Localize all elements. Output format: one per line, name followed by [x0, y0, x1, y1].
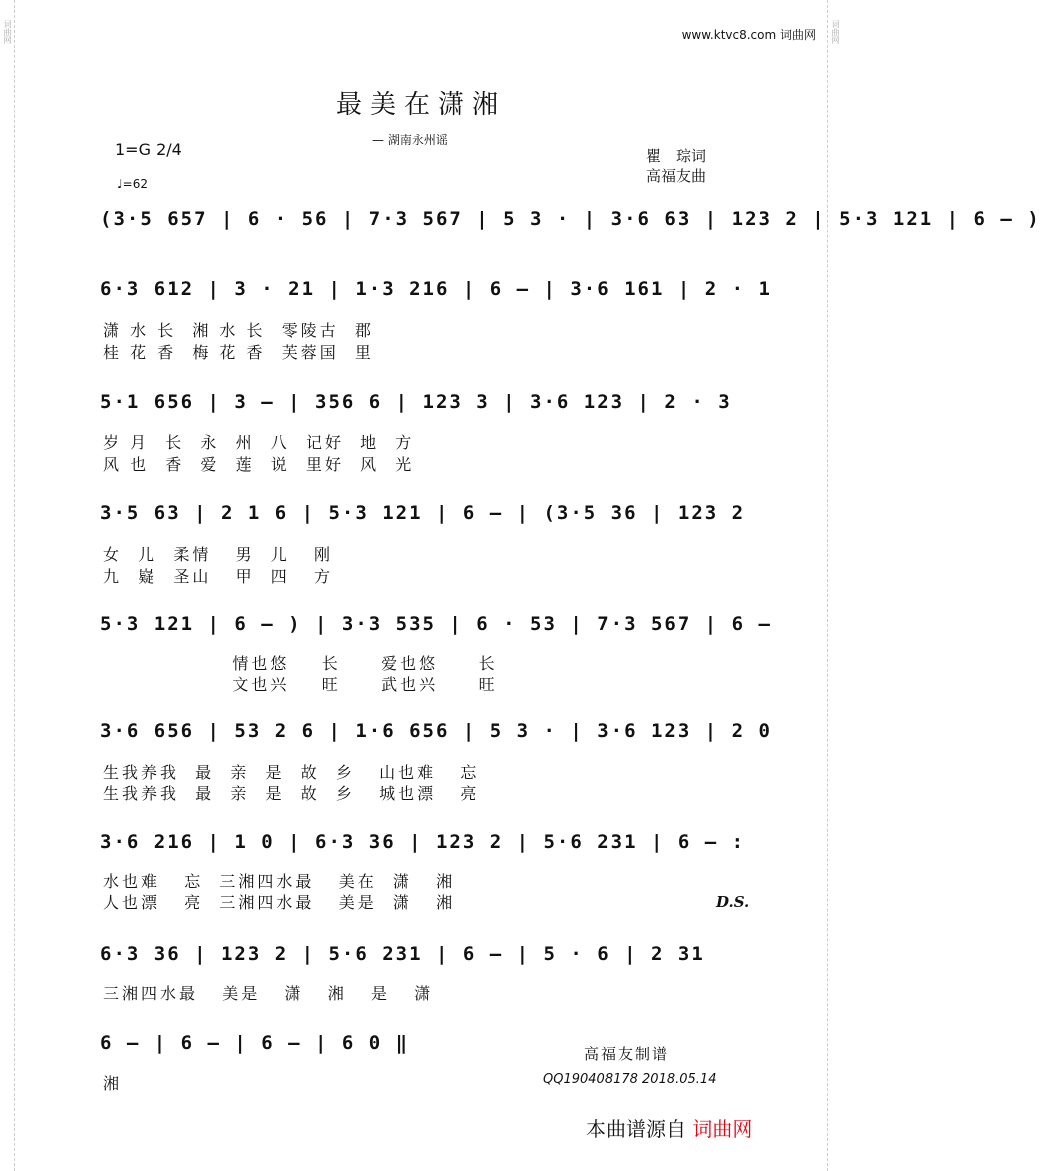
- watermark-left: 词曲网: [3, 20, 12, 44]
- score-row-8: [100, 933, 740, 983]
- tempo-mark: ♩=62: [117, 177, 148, 191]
- score-row-1: [100, 198, 1041, 248]
- score-row-6: [100, 710, 772, 760]
- score-row-2: [100, 268, 772, 318]
- site-url[interactable]: www.ktvc8.com 词曲网: [681, 28, 816, 42]
- lyrics-row-2-verse-1: 潇 水 长 湘 水 长 零陵古 郡: [103, 321, 374, 340]
- lyrics-row-4-verse-2: 九 嶷 圣山 甲 四 方: [103, 567, 334, 586]
- composer: 高福友曲: [646, 167, 707, 185]
- notes-row-6: 3·6 656 | 53 2 6 | 1·6 656 | 5 3 · | 3·6 123 | 2 0: [100, 720, 772, 742]
- lyrics-row-3-verse-1: 岁 月 长 永 州 八 记好 地 方: [103, 433, 415, 452]
- lyrics-row-7-verse-2: 人也漂 亮 三湘四水最 美是 潇 湘: [103, 893, 456, 912]
- lyrics-row-5-verse-2: 文也兴 旺 武也兴 旺: [103, 675, 498, 694]
- lyrics-row-7-verse-1: 水也难 忘 三湘四水最 美在 潇 湘: [103, 872, 456, 891]
- score-row-7: [100, 821, 746, 871]
- right-watermark-strip: [827, 0, 842, 1171]
- credits: [646, 146, 706, 186]
- score-maker: 高福友制谱: [584, 1045, 670, 1063]
- score-row-4: [100, 492, 746, 542]
- key-signature: 1=G 2/4: [115, 140, 182, 159]
- song-title: 最美在潇湘: [335, 90, 506, 120]
- lyrics-row-8-verse-1: 三湘四水最 美是 潇 湘 是 潇: [103, 984, 434, 1003]
- lyrics-row-3-verse-2: 风 也 香 爱 莲 说 里好 风 光: [103, 455, 415, 474]
- source-prefix: 本曲谱源自: [586, 1117, 686, 1141]
- notes-row-1: (3·5 657 | 6 · 56 | 7·3 567 | 5 3 · | 3·6 63 | 123 2 | 5·3 121 | 6 – ): [100, 208, 1041, 230]
- lyricist: 瞿 琮词: [646, 147, 707, 165]
- notes-row-3: 5·1 656 | 3 – | 356 6 | 123 3 | 3·6 123 | 2 · 3: [100, 391, 732, 413]
- lyrics-row-9-verse-1: 湘: [103, 1074, 123, 1093]
- lyrics-row-2-verse-2: 桂 花 香 梅 花 香 芙蓉国 里: [103, 343, 374, 362]
- song-subtitle: — 湖南永州谣: [372, 133, 448, 147]
- left-watermark-strip: [0, 0, 15, 1171]
- source-site-link[interactable]: 词曲网: [692, 1117, 753, 1141]
- watermark-right: 词曲网: [831, 20, 840, 44]
- notes-row-4: 3·5 63 | 2 1 6 | 5·3 121 | 6 – | (3·5 36 | 123 2: [100, 502, 746, 524]
- notes-row-7: 3·6 216 | 1 0 | 6·3 36 | 123 2 | 5·6 231 | 6 – :: [100, 831, 746, 853]
- source-note: [586, 1113, 752, 1142]
- lyrics-row-6-verse-1: 生我养我 最 亲 是 故 乡 山也难 忘: [103, 763, 480, 782]
- contact-date: QQ190408178 2018.05.14: [543, 1072, 717, 1087]
- notes-row-5: 5·3 121 | 6 – ) | 3·3 535 | 6 · 53 | 7·3 567 | 6 –: [100, 613, 772, 635]
- score-row-5: [100, 603, 772, 653]
- score-row-3: [100, 381, 740, 431]
- dal-segno-mark: D.S.: [716, 893, 750, 911]
- lyrics-row-4-verse-1: 女 儿 柔情 男 儿 刚: [103, 545, 334, 564]
- notes-row-2: 6·3 612 | 3 · 21 | 1·3 216 | 6 – | 3·6 161 | 2 · 1: [100, 278, 772, 300]
- notes-row-9: 6 – | 6 – | 6 – | 6 0 ‖: [100, 1032, 410, 1054]
- notes-row-8: 6·3 36 | 123 2 | 5·6 231 | 6 – | 5 · 6 | 2 31: [100, 943, 705, 965]
- lyrics-row-6-verse-2: 生我养我 最 亲 是 故 乡 城也漂 亮: [103, 784, 480, 803]
- lyrics-row-5-verse-1: 情也悠 长 爱也悠 长: [103, 654, 498, 673]
